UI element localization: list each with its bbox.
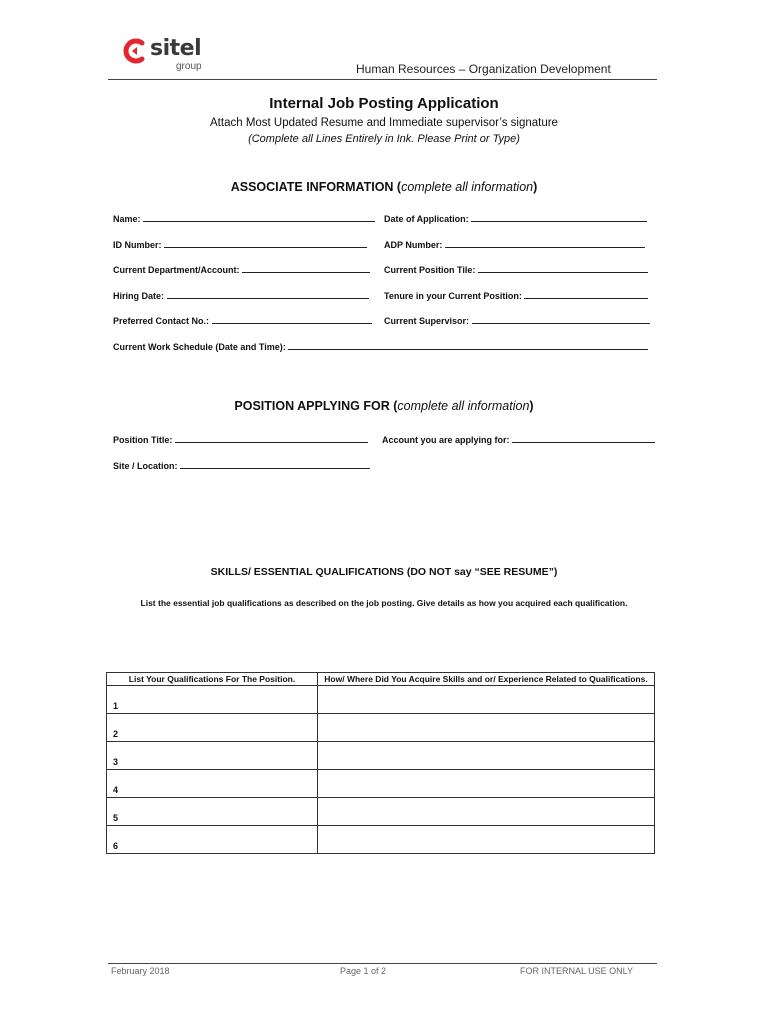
date-of-application-line[interactable] xyxy=(471,212,647,222)
footer-page-number: Page 1 of 2 xyxy=(340,966,387,976)
form-subtitle: Attach Most Updated Resume and Immediate supervisor’s signature xyxy=(210,117,558,129)
experience-column-header: How/ Where Did You Acquire Skills and or/ Experience Related to Qualifications. xyxy=(318,673,655,686)
tenure-label: Tenure in your Current Position: xyxy=(384,291,522,301)
table-row xyxy=(107,714,655,742)
account-field[interactable] xyxy=(382,433,655,445)
tenure-field[interactable] xyxy=(384,289,648,301)
adp-number-line[interactable] xyxy=(445,238,645,248)
hiring-date-line[interactable] xyxy=(167,289,369,299)
row-number: 4 xyxy=(113,785,119,795)
position-title-line[interactable] xyxy=(175,433,368,443)
skills-note: List the essential job qualifications as described on the job posting. Give details as how you acquired each qualification. xyxy=(140,598,628,608)
preferred-contact-line[interactable] xyxy=(212,314,372,324)
position-title-label: Position Title: xyxy=(113,435,173,445)
row-number: 3 xyxy=(113,757,119,767)
skills-heading: SKILLS/ ESSENTIAL QUALIFICATIONS (DO NOT say “SEE RESUME”) xyxy=(210,566,558,578)
account-label: Account you are applying for: xyxy=(382,435,510,445)
site-field[interactable] xyxy=(113,459,370,471)
experience-cell[interactable] xyxy=(318,714,655,742)
adp-number-field[interactable] xyxy=(384,238,645,250)
logo-sub: group xyxy=(176,61,202,72)
current-position-label: Current Position Tile: xyxy=(384,265,476,275)
department-title: Human Resources – Organization Development xyxy=(356,62,611,76)
footer-date: February 2018 xyxy=(111,966,170,976)
associate-heading-text: ASSOCIATE INFORMATION xyxy=(230,180,394,194)
table-row xyxy=(107,770,655,798)
qualification-cell[interactable] xyxy=(107,714,318,742)
work-schedule-line[interactable] xyxy=(288,340,648,350)
table-row xyxy=(107,798,655,826)
current-position-field[interactable] xyxy=(384,263,648,275)
preferred-contact-label: Preferred Contact No.: xyxy=(113,316,210,326)
id-number-line[interactable] xyxy=(164,238,367,248)
current-department-field[interactable] xyxy=(113,263,370,275)
header-divider xyxy=(108,79,657,80)
position-heading: POSITION APPLYING FOR (complete all information) xyxy=(234,399,534,413)
experience-cell[interactable] xyxy=(318,742,655,770)
form-instruction: (Complete all Lines Entirely in Ink. Please Print or Type) xyxy=(248,133,520,145)
form-title: Internal Job Posting Application xyxy=(269,95,499,112)
position-heading-note: complete all information xyxy=(397,399,530,413)
footer-divider xyxy=(108,963,657,964)
experience-cell[interactable] xyxy=(318,798,655,826)
table-header-row xyxy=(107,673,655,686)
position-title-field[interactable] xyxy=(113,433,368,445)
site-line[interactable] xyxy=(180,459,370,469)
experience-cell[interactable] xyxy=(318,770,655,798)
logo-word: sitel xyxy=(150,36,202,61)
preferred-contact-field[interactable] xyxy=(113,314,372,326)
tenure-line[interactable] xyxy=(524,289,648,299)
name-line[interactable] xyxy=(143,212,375,222)
table-row xyxy=(107,826,655,854)
adp-number-label: ADP Number: xyxy=(384,240,443,250)
row-number: 6 xyxy=(113,841,119,851)
qualifications-table xyxy=(106,672,655,854)
table-row xyxy=(107,686,655,714)
work-schedule-field[interactable] xyxy=(113,340,648,352)
hiring-date-field[interactable] xyxy=(113,289,369,301)
position-heading-text: POSITION APPLYING FOR xyxy=(234,399,390,413)
row-number: 2 xyxy=(113,729,119,739)
current-supervisor-label: Current Supervisor: xyxy=(384,316,470,326)
sitel-logo xyxy=(122,36,212,76)
name-label: Name: xyxy=(113,214,141,224)
associate-heading: ASSOCIATE INFORMATION (complete all information) xyxy=(230,180,538,194)
qualification-cell[interactable] xyxy=(107,742,318,770)
qualification-cell[interactable] xyxy=(107,826,318,854)
qualification-cell[interactable] xyxy=(107,770,318,798)
id-number-field[interactable] xyxy=(113,238,367,250)
id-number-label: ID Number: xyxy=(113,240,162,250)
table-row xyxy=(107,742,655,770)
current-supervisor-field[interactable] xyxy=(384,314,650,326)
experience-cell[interactable] xyxy=(318,826,655,854)
qualifications-column-header: List Your Qualifications For The Position. xyxy=(107,673,318,686)
qualification-cell[interactable] xyxy=(107,686,318,714)
name-field[interactable] xyxy=(113,212,375,224)
qualification-cell[interactable] xyxy=(107,798,318,826)
account-line[interactable] xyxy=(512,433,655,443)
date-of-application-field[interactable] xyxy=(384,212,647,224)
current-supervisor-line[interactable] xyxy=(472,314,650,324)
current-department-line[interactable] xyxy=(242,263,370,273)
site-label: Site / Location: xyxy=(113,461,178,471)
row-number: 5 xyxy=(113,813,119,823)
sitel-logo-mark-icon xyxy=(122,38,148,64)
current-position-line[interactable] xyxy=(478,263,648,273)
experience-cell[interactable] xyxy=(318,686,655,714)
date-of-application-label: Date of Application: xyxy=(384,214,469,224)
footer-classification: FOR INTERNAL USE ONLY xyxy=(520,966,634,976)
work-schedule-label: Current Work Schedule (Date and Time): xyxy=(113,342,286,352)
hiring-date-label: Hiring Date: xyxy=(113,291,165,301)
current-department-label: Current Department/Account: xyxy=(113,265,240,275)
row-number: 1 xyxy=(113,701,119,711)
associate-heading-note: complete all information xyxy=(401,180,534,194)
